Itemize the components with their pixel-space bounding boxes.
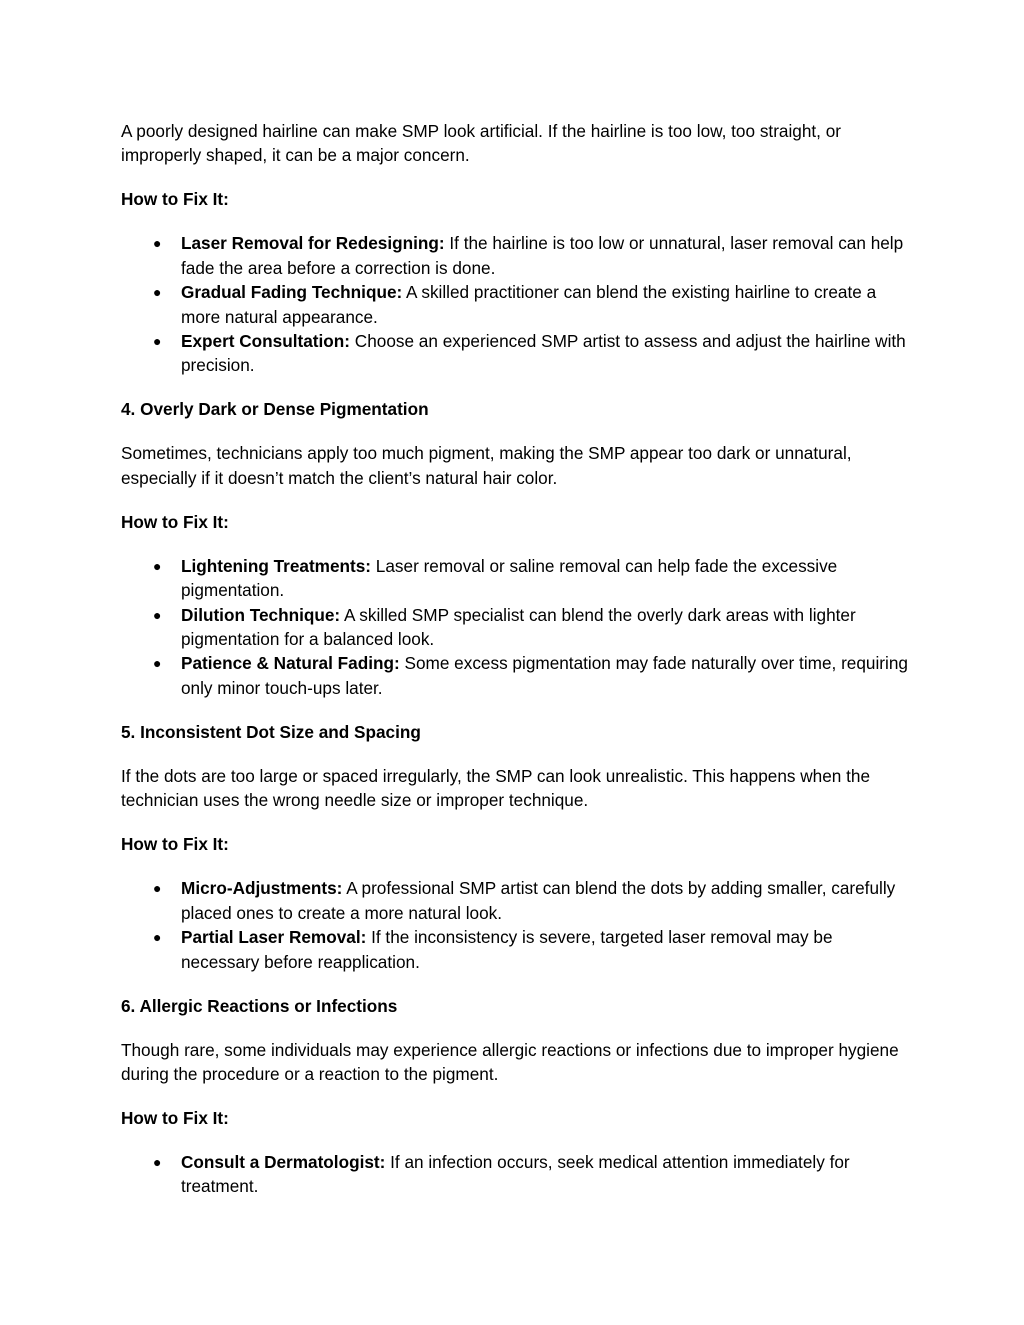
fix-heading-6: How to Fix It: <box>121 1107 229 1128</box>
bullet-icon: ● <box>153 333 162 350</box>
list-item-text: If the hairline is too low or unnatural, laser removal can help fade the area before a correction is done. <box>181 233 904 278</box>
fix-list-4 <box>121 554 911 700</box>
list-item-text: If the inconsistency is severe, targeted laser removal may be necessary before reapplication. <box>181 927 833 972</box>
list-item-term: Partial Laser Removal: <box>181 927 367 948</box>
list-item <box>121 876 911 925</box>
list-item <box>121 554 911 603</box>
document-page <box>121 119 911 1218</box>
list-item-term: Gradual Fading Technique: <box>181 282 403 303</box>
fix-heading-5: How to Fix It: <box>121 834 229 855</box>
list-item <box>121 651 911 700</box>
list-item <box>121 231 911 280</box>
bullet-icon: ● <box>153 557 162 574</box>
list-item <box>121 1150 911 1199</box>
bullet-icon: ● <box>153 284 162 301</box>
list-item-term: Micro-Adjustments: <box>181 878 343 899</box>
bullet-icon: ● <box>153 606 162 623</box>
section-6-heading: 6. Allergic Reactions or Infections <box>121 995 398 1016</box>
list-item-text: Choose an experienced SMP artist to assess and adjust the hairline with precision. <box>181 331 906 376</box>
list-item-term: Consult a Dermatologist: <box>181 1151 386 1172</box>
list-item-text: A skilled practitioner can blend the existing hairline to create a more natural appearance. <box>181 282 877 327</box>
bullet-icon: ● <box>153 1153 162 1170</box>
list-item <box>121 603 911 652</box>
bullet-icon: ● <box>153 235 162 252</box>
bullet-icon: ● <box>153 929 162 946</box>
list-item <box>121 329 911 378</box>
bullet-icon: ● <box>153 655 162 672</box>
list-item-term: Laser Removal for Redesigning: <box>181 233 445 254</box>
list-item-text: A skilled SMP specialist can blend the overly dark areas with lighter pigmentation for a balanced look. <box>181 604 856 650</box>
list-item <box>121 280 911 329</box>
list-item-term: Patience & Natural Fading: <box>181 653 400 674</box>
list-item-text: If an infection occurs, seek medical attention immediately for treatment. <box>181 1151 850 1197</box>
fix-list-1 <box>121 231 911 377</box>
list-item <box>121 925 911 974</box>
section-4-paragraph: Sometimes, technicians apply too much pigment, making the SMP appear too dark or unnatural, especially if it doesn’t match the client’s natural hair color. <box>121 443 852 488</box>
list-item-text: Laser removal or saline removal can help fade the excessive pigmentation. <box>181 555 838 601</box>
intro-paragraph: A poorly designed hairline can make SMP look artificial. If the hairline is too low, too straight, or improperly shaped, it can be a major concern. <box>121 121 842 166</box>
fix-list-5 <box>121 876 911 974</box>
section-6-paragraph: Though rare, some individuals may experience allergic reactions or infections due to improper hygiene during the procedure or a reaction to the pigment. <box>121 1039 899 1084</box>
list-item-text: A professional SMP artist can blend the dots by adding smaller, carefully placed ones to create a more natural look. <box>181 878 896 923</box>
list-item-term: Dilution Technique: <box>181 604 341 625</box>
section-4-heading: 4. Overly Dark or Dense Pigmentation <box>121 399 429 420</box>
bullet-icon: ● <box>153 880 162 897</box>
section-5-paragraph: If the dots are too large or spaced irregularly, the SMP can look unrealistic. This happens when the technician uses the wrong needle size or improper technique. <box>121 765 871 811</box>
list-item-term: Lightening Treatments: <box>181 555 372 576</box>
list-item-term: Expert Consultation: <box>181 331 351 352</box>
fix-heading-1: How to Fix It: <box>121 189 229 210</box>
fix-list-6 <box>121 1150 911 1199</box>
list-item-text: Some excess pigmentation may fade naturally over time, requiring only minor touch-ups later. <box>181 653 908 698</box>
section-5-heading: 5. Inconsistent Dot Size and Spacing <box>121 721 421 742</box>
fix-heading-4: How to Fix It: <box>121 511 229 532</box>
